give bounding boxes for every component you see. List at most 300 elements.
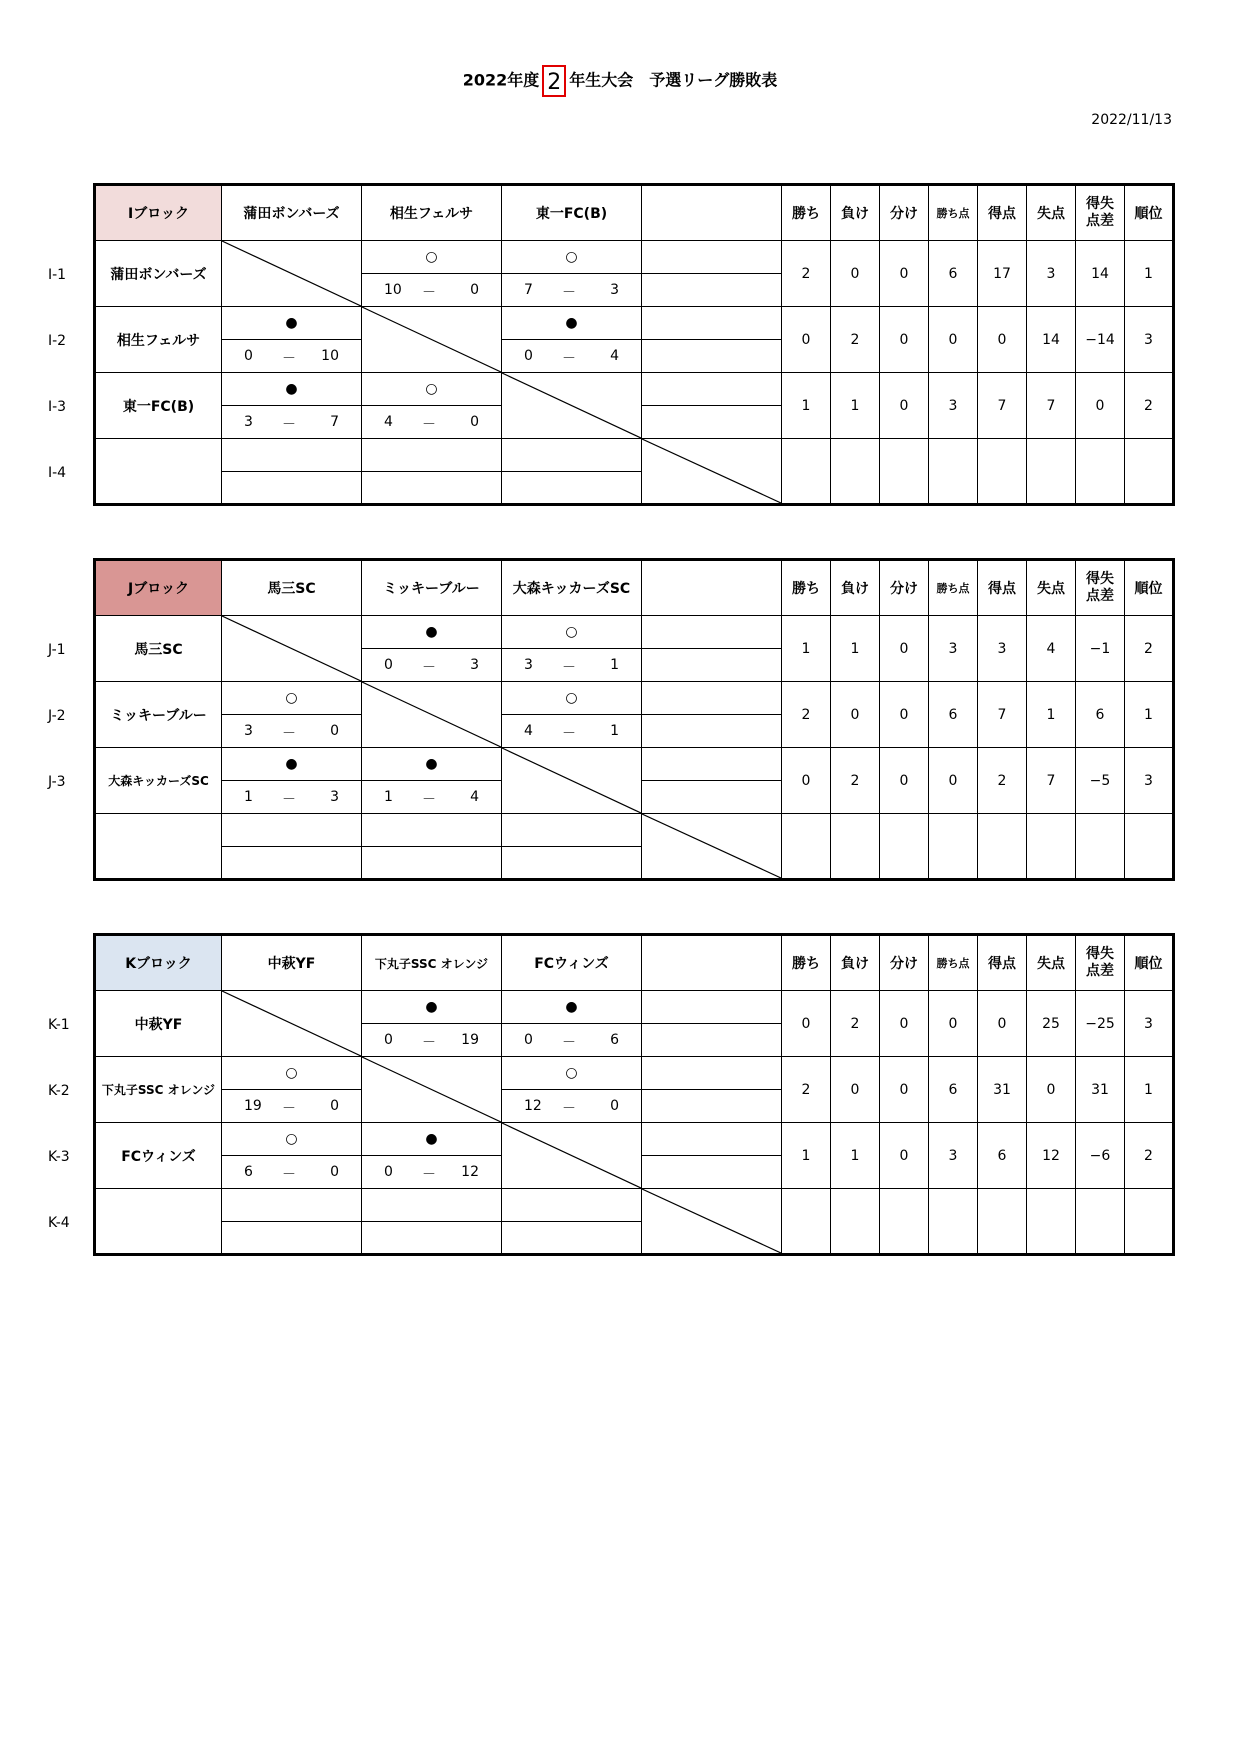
- self-match-diagonal: [362, 682, 502, 748]
- stat-header-draw: 分け: [880, 560, 929, 616]
- score-own: 3: [244, 723, 253, 739]
- column-team-header: [642, 560, 782, 616]
- result-mark: [502, 439, 642, 472]
- row-code: I-3: [48, 399, 67, 415]
- score-opponent: 19: [461, 1032, 479, 1048]
- row-code: J-1: [48, 642, 66, 658]
- diagonal-line: [642, 1189, 781, 1253]
- score-dash: －: [562, 351, 576, 367]
- team-row: [95, 1189, 1174, 1222]
- column-team-header: 下丸子SSC オレンジ: [362, 935, 502, 991]
- stat-ga: [1027, 439, 1076, 505]
- stat-points: [929, 814, 978, 880]
- result-score: [502, 847, 642, 880]
- score-dash: －: [422, 285, 436, 301]
- title-suffix: 年生大会 予選リーグ勝敗表: [569, 70, 778, 90]
- stat-draw: 0: [880, 1057, 929, 1123]
- stat-gf: 3: [978, 616, 1027, 682]
- stat-win: 1: [782, 1123, 831, 1189]
- stat-draw: 0: [880, 748, 929, 814]
- stat-gd: [1076, 1189, 1125, 1255]
- stat-gd: −25: [1076, 991, 1125, 1057]
- row-code: K-3: [48, 1149, 70, 1165]
- stat-gd: [1076, 814, 1125, 880]
- column-team-header: 大森キッカーズSC: [502, 560, 642, 616]
- score-own: 0: [524, 348, 533, 364]
- result-mark: [642, 991, 782, 1024]
- team-row: [95, 1057, 1174, 1090]
- result-mark: [642, 748, 782, 781]
- score-opponent: 0: [470, 282, 479, 298]
- team-row: [95, 814, 1174, 847]
- stat-rank: [1125, 1189, 1174, 1255]
- stat-points: 6: [929, 241, 978, 307]
- score-own: 3: [244, 414, 253, 430]
- score-dash: －: [422, 660, 436, 676]
- stat-loss: [831, 439, 880, 505]
- result-score: [502, 1024, 642, 1057]
- score-opponent: 0: [470, 414, 479, 430]
- result-mark: [642, 1123, 782, 1156]
- result-score: [642, 649, 782, 682]
- score-opponent: 4: [610, 348, 619, 364]
- column-team-header: 蒲田ボンバーズ: [222, 185, 362, 241]
- result-score: [502, 274, 642, 307]
- row-code: K-1: [48, 1017, 70, 1033]
- row-code: K-2: [48, 1083, 70, 1099]
- result-mark: [222, 1189, 362, 1222]
- stat-header-loss: 負け: [831, 560, 880, 616]
- stat-header-points: 勝ち点: [929, 560, 978, 616]
- score-own: 0: [384, 1164, 393, 1180]
- stat-header-rank: 順位: [1125, 560, 1174, 616]
- stat-points: 0: [929, 991, 978, 1057]
- stat-ga: 3: [1027, 241, 1076, 307]
- score-dash: －: [282, 1101, 296, 1117]
- stat-gd: −6: [1076, 1123, 1125, 1189]
- result-mark: ●: [222, 307, 362, 340]
- stat-loss: 0: [831, 1057, 880, 1123]
- stat-gf: 6: [978, 1123, 1027, 1189]
- document-date: 2022/11/13: [1091, 112, 1172, 128]
- stat-header-win: 勝ち: [782, 560, 831, 616]
- score-own: 4: [384, 414, 393, 430]
- result-score: [502, 649, 642, 682]
- score-opponent: 0: [330, 1164, 339, 1180]
- result-score: [502, 1090, 642, 1123]
- result-score: [642, 715, 782, 748]
- diagonal-line: [362, 307, 501, 372]
- row-code: J-3: [48, 774, 66, 790]
- stat-win: 0: [782, 307, 831, 373]
- result-mark: ○: [362, 241, 502, 274]
- row-team-name: ミッキーブルー: [95, 682, 222, 748]
- result-mark: ○: [502, 241, 642, 274]
- league-table: [93, 933, 1175, 1256]
- row-team-name: [95, 1189, 222, 1255]
- result-mark: ●: [362, 991, 502, 1024]
- team-row: [95, 439, 1174, 472]
- stat-win: [782, 1189, 831, 1255]
- result-mark: [362, 439, 502, 472]
- stat-gd: 14: [1076, 241, 1125, 307]
- stat-win: 0: [782, 991, 831, 1057]
- score-dash: －: [422, 792, 436, 808]
- stat-header-gd-line1: 得失: [1086, 946, 1114, 962]
- score-dash: －: [422, 1035, 436, 1051]
- result-mark: [642, 307, 782, 340]
- team-row: [95, 748, 1174, 781]
- diagonal-line: [502, 1123, 641, 1188]
- stat-header-gf: 得点: [978, 185, 1027, 241]
- stat-header-loss: 負け: [831, 185, 880, 241]
- header-row: [95, 185, 1174, 241]
- header-row: [95, 935, 1174, 991]
- row-team-name: 馬三SC: [95, 616, 222, 682]
- stat-points: 6: [929, 1057, 978, 1123]
- stat-gd: −1: [1076, 616, 1125, 682]
- stat-rank: 3: [1125, 991, 1174, 1057]
- result-mark: ○: [502, 1057, 642, 1090]
- score-opponent: 0: [610, 1098, 619, 1114]
- column-team-header: 馬三SC: [222, 560, 362, 616]
- result-score: [502, 1222, 642, 1255]
- stat-header-draw: 分け: [880, 935, 929, 991]
- result-score: [222, 340, 362, 373]
- stat-win: [782, 814, 831, 880]
- stat-gf: 7: [978, 373, 1027, 439]
- block-label: Jブロック: [95, 560, 222, 616]
- column-team-header: 中萩YF: [222, 935, 362, 991]
- result-score: [502, 715, 642, 748]
- stat-gf: 0: [978, 991, 1027, 1057]
- row-team-name: [95, 439, 222, 505]
- team-row: [95, 1123, 1174, 1156]
- stat-ga: 4: [1027, 616, 1076, 682]
- score-dash: －: [562, 726, 576, 742]
- result-score: [362, 406, 502, 439]
- stat-rank: [1125, 439, 1174, 505]
- row-code: I-1: [48, 267, 67, 283]
- stat-draw: 0: [880, 616, 929, 682]
- diagonal-line: [642, 439, 781, 503]
- stat-draw: 0: [880, 1123, 929, 1189]
- stat-loss: 2: [831, 991, 880, 1057]
- stat-loss: 2: [831, 748, 880, 814]
- row-team-name: 下丸子SSC オレンジ: [95, 1057, 222, 1123]
- row-team-name: [95, 814, 222, 880]
- result-score: [362, 1156, 502, 1189]
- diagonal-line: [502, 373, 641, 438]
- self-match-diagonal: [502, 748, 642, 814]
- stat-header-gd-line2: 点差: [1086, 588, 1114, 604]
- stat-header-rank: 順位: [1125, 185, 1174, 241]
- score-own: 7: [524, 282, 533, 298]
- score-opponent: 0: [330, 723, 339, 739]
- league-block: [0, 933, 1240, 1259]
- grade-box: 2: [542, 65, 566, 97]
- result-score: [362, 1024, 502, 1057]
- result-score: [222, 406, 362, 439]
- stat-header-draw: 分け: [880, 185, 929, 241]
- stat-rank: 1: [1125, 1057, 1174, 1123]
- score-opponent: 3: [470, 657, 479, 673]
- stat-ga: 25: [1027, 991, 1076, 1057]
- result-mark: ●: [362, 748, 502, 781]
- score-dash: －: [282, 726, 296, 742]
- result-score: [642, 1156, 782, 1189]
- stat-header-gd: [1076, 185, 1125, 241]
- score-own: 0: [384, 1032, 393, 1048]
- stat-gf: 0: [978, 307, 1027, 373]
- score-dash: －: [282, 1167, 296, 1183]
- stat-header-gd-line1: 得失: [1086, 571, 1114, 587]
- result-score: [362, 472, 502, 505]
- stat-win: 1: [782, 616, 831, 682]
- stat-loss: 1: [831, 1123, 880, 1189]
- stat-ga: 1: [1027, 682, 1076, 748]
- score-opponent: 3: [610, 282, 619, 298]
- result-mark: [222, 439, 362, 472]
- score-opponent: 7: [330, 414, 339, 430]
- stat-draw: [880, 814, 929, 880]
- score-opponent: 1: [610, 723, 619, 739]
- block-label: Iブロック: [95, 185, 222, 241]
- stat-gd: −5: [1076, 748, 1125, 814]
- stat-draw: [880, 439, 929, 505]
- row-code: J-2: [48, 708, 66, 724]
- column-team-header: ミッキーブルー: [362, 560, 502, 616]
- result-mark: [362, 814, 502, 847]
- score-dash: －: [562, 285, 576, 301]
- stat-header-ga: 失点: [1027, 185, 1076, 241]
- result-mark: ○: [222, 1057, 362, 1090]
- score-own: 3: [524, 657, 533, 673]
- score-opponent: 10: [321, 348, 339, 364]
- page-title: [0, 64, 1240, 97]
- diagonal-line: [362, 682, 501, 747]
- stat-rank: 1: [1125, 682, 1174, 748]
- team-row: [95, 373, 1174, 406]
- stat-ga: 14: [1027, 307, 1076, 373]
- stat-header-gd-line2: 点差: [1086, 963, 1114, 979]
- team-row: [95, 616, 1174, 649]
- score-dash: －: [282, 792, 296, 808]
- stat-win: 0: [782, 748, 831, 814]
- score-opponent: 3: [330, 789, 339, 805]
- result-score: [642, 781, 782, 814]
- result-score: [362, 649, 502, 682]
- column-team-header: 相生フェルサ: [362, 185, 502, 241]
- score-own: 0: [384, 657, 393, 673]
- stat-gf: 17: [978, 241, 1027, 307]
- result-score: [362, 274, 502, 307]
- self-match-diagonal: [222, 241, 362, 307]
- stat-gf: [978, 1189, 1027, 1255]
- result-score: [642, 1090, 782, 1123]
- self-match-diagonal: [222, 991, 362, 1057]
- diagonal-line: [502, 748, 641, 813]
- stat-draw: 0: [880, 682, 929, 748]
- result-mark: ○: [502, 616, 642, 649]
- diagonal-line: [222, 241, 361, 306]
- score-own: 0: [524, 1032, 533, 1048]
- result-score: [222, 472, 362, 505]
- result-mark: [222, 814, 362, 847]
- score-dash: －: [422, 1167, 436, 1183]
- self-match-diagonal: [502, 1123, 642, 1189]
- league-block: [0, 558, 1240, 884]
- result-mark: [502, 1189, 642, 1222]
- row-team-name: FCウィンズ: [95, 1123, 222, 1189]
- stat-header-ga: 失点: [1027, 560, 1076, 616]
- score-own: 4: [524, 723, 533, 739]
- stat-header-gd: [1076, 935, 1125, 991]
- stat-gd: −14: [1076, 307, 1125, 373]
- result-mark: [642, 241, 782, 274]
- result-score: [222, 847, 362, 880]
- result-score: [642, 340, 782, 373]
- stat-header-win: 勝ち: [782, 185, 831, 241]
- stat-points: [929, 439, 978, 505]
- score-opponent: 12: [461, 1164, 479, 1180]
- stat-header-loss: 負け: [831, 935, 880, 991]
- stat-rank: 3: [1125, 748, 1174, 814]
- result-score: [222, 781, 362, 814]
- result-mark: [642, 373, 782, 406]
- stat-points: [929, 1189, 978, 1255]
- result-score: [502, 472, 642, 505]
- result-score: [222, 1090, 362, 1123]
- stat-points: 3: [929, 1123, 978, 1189]
- score-own: 1: [384, 789, 393, 805]
- result-score: [362, 781, 502, 814]
- self-match-diagonal: [502, 373, 642, 439]
- result-mark: ●: [222, 748, 362, 781]
- row-team-name: 大森キッカーズSC: [95, 748, 222, 814]
- result-mark: ●: [362, 1123, 502, 1156]
- stat-loss: [831, 1189, 880, 1255]
- stat-points: 0: [929, 307, 978, 373]
- self-match-diagonal: [642, 439, 782, 505]
- score-own: 6: [244, 1164, 253, 1180]
- stat-rank: 2: [1125, 616, 1174, 682]
- stat-loss: [831, 814, 880, 880]
- league-table: [93, 183, 1175, 506]
- column-team-header: 東一FC(B): [502, 185, 642, 241]
- league-table: [93, 558, 1175, 881]
- stat-header-points: 勝ち点: [929, 185, 978, 241]
- stat-win: 2: [782, 682, 831, 748]
- result-mark: [642, 616, 782, 649]
- stat-gf: 2: [978, 748, 1027, 814]
- stat-draw: 0: [880, 241, 929, 307]
- result-score: [362, 1222, 502, 1255]
- stat-header-gd-line2: 点差: [1086, 213, 1114, 229]
- stat-loss: 2: [831, 307, 880, 373]
- diagonal-line: [222, 991, 361, 1056]
- column-team-header: [642, 935, 782, 991]
- stat-header-points: 勝ち点: [929, 935, 978, 991]
- score-own: 1: [244, 789, 253, 805]
- stat-gf: [978, 439, 1027, 505]
- stat-rank: [1125, 814, 1174, 880]
- title-prefix: 2022年度: [462, 70, 540, 90]
- stat-header-gf: 得点: [978, 560, 1027, 616]
- stat-gf: [978, 814, 1027, 880]
- team-row: [95, 682, 1174, 715]
- stat-header-rank: 順位: [1125, 935, 1174, 991]
- self-match-diagonal: [222, 616, 362, 682]
- score-opponent: 0: [330, 1098, 339, 1114]
- block-label: Kブロック: [95, 935, 222, 991]
- stat-header-gd-line1: 得失: [1086, 196, 1114, 212]
- team-row: [95, 241, 1174, 274]
- stat-header-win: 勝ち: [782, 935, 831, 991]
- stat-ga: 0: [1027, 1057, 1076, 1123]
- stat-header-ga: 失点: [1027, 935, 1076, 991]
- stat-ga: 7: [1027, 748, 1076, 814]
- result-mark: ●: [502, 307, 642, 340]
- result-mark: [502, 814, 642, 847]
- stat-gf: 31: [978, 1057, 1027, 1123]
- league-block: [0, 183, 1240, 509]
- stat-ga: 7: [1027, 373, 1076, 439]
- stat-gd: [1076, 439, 1125, 505]
- stat-rank: 2: [1125, 373, 1174, 439]
- stat-gd: 31: [1076, 1057, 1125, 1123]
- stat-rank: 1: [1125, 241, 1174, 307]
- result-score: [222, 1156, 362, 1189]
- self-match-diagonal: [362, 1057, 502, 1123]
- row-code: K-4: [48, 1215, 70, 1231]
- score-dash: －: [562, 1101, 576, 1117]
- row-code: I-4: [48, 465, 67, 481]
- result-mark: [642, 682, 782, 715]
- score-own: 19: [244, 1098, 262, 1114]
- result-mark: ●: [362, 616, 502, 649]
- score-dash: －: [562, 660, 576, 676]
- score-dash: －: [282, 351, 296, 367]
- result-score: [222, 715, 362, 748]
- self-match-diagonal: [642, 1189, 782, 1255]
- result-score: [642, 406, 782, 439]
- result-score: [642, 1024, 782, 1057]
- stat-ga: [1027, 814, 1076, 880]
- result-mark: ○: [502, 682, 642, 715]
- score-own: 0: [244, 348, 253, 364]
- result-mark: [642, 1057, 782, 1090]
- result-score: [222, 1222, 362, 1255]
- result-score: [362, 847, 502, 880]
- diagonal-line: [362, 1057, 501, 1122]
- score-opponent: 6: [610, 1032, 619, 1048]
- stat-draw: 0: [880, 307, 929, 373]
- score-dash: －: [562, 1035, 576, 1051]
- score-own: 10: [384, 282, 402, 298]
- stat-win: 2: [782, 241, 831, 307]
- column-team-header: FCウィンズ: [502, 935, 642, 991]
- row-code: I-2: [48, 333, 67, 349]
- stat-rank: 3: [1125, 307, 1174, 373]
- stat-draw: 0: [880, 373, 929, 439]
- stat-win: 2: [782, 1057, 831, 1123]
- stat-header-gf: 得点: [978, 935, 1027, 991]
- column-team-header: [642, 185, 782, 241]
- stat-points: 3: [929, 616, 978, 682]
- score-opponent: 4: [470, 789, 479, 805]
- header-row: [95, 560, 1174, 616]
